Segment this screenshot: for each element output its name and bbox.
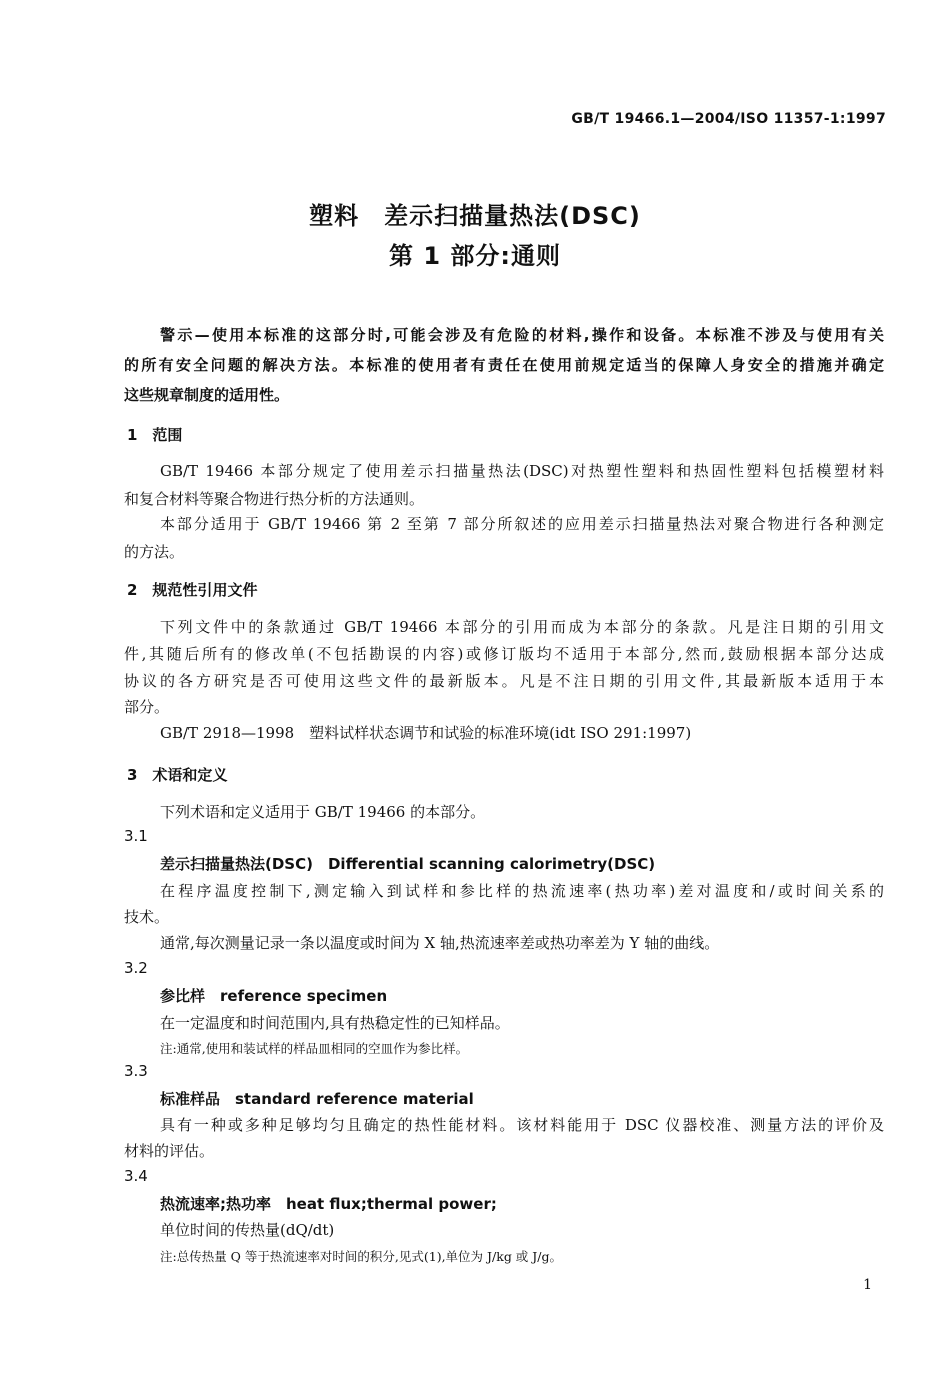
term-3-1-def-line2: 技术。 (124, 908, 170, 926)
reference-entry: GB/T 2918—1998 塑料试样状态调节和试验的标准环境(idt ISO 291:1997) (160, 724, 692, 742)
section-3-intro: 下列术语和定义适用于 GB/T 19466 的本部分。 (160, 803, 486, 821)
standard-number: GB/T 19466.1—2004/ISO 11357-1:1997 (571, 111, 886, 127)
section-1-p2-line1: 本部分适用于 GB/T 19466 第 2 至第 7 部分所叙述的应用差示扫描量热法对聚合物进行各种测定 (160, 515, 884, 533)
title-part: 第 1 部分:通则 (388, 242, 561, 270)
term-3-1-title: 差示扫描量热法(DSC) Differential scanning calorimetry(DSC) (160, 855, 656, 873)
section-2-p1-line2: 件,其随后所有的修改单(不包括勘误的内容)或修订版均不适用于本部分,然而,鼓励根据本部分达成 (124, 645, 884, 663)
warning-line-1: 警示—使用本标准的这部分时,可能会涉及有危险的材料,操作和设备。本标准不涉及与使用有关 (160, 326, 884, 344)
term-3-2-def: 在一定温度和时间范围内,具有热稳定性的已知样品。 (160, 1014, 510, 1032)
term-3-3-def-line2: 材料的评估。 (124, 1142, 215, 1160)
term-3-1-def-line1: 在程序温度控制下,测定输入到试样和参比样的热流速率(热功率)差对温度和/或时间关系的 (160, 882, 884, 900)
term-3-1-number: 3.1 (124, 827, 148, 845)
section-3-heading: 3 术语和定义 (127, 766, 228, 784)
warning-line-3: 这些规章制度的适用性。 (124, 386, 290, 404)
term-3-3-title: 标准样品 standard reference material (160, 1090, 474, 1108)
section-2-p1-line3: 协议的各方研究是否可使用这些文件的最新版本。凡是不注日期的引用文件,其最新版本适用于本 (124, 672, 884, 690)
term-3-2-number: 3.2 (124, 959, 148, 977)
term-3-3-def-line1: 具有一种或多种足够均匀且确定的热性能材料。该材料能用于 DSC 仪器校准、测量方法的评价及 (160, 1116, 884, 1134)
section-1-p1-line2: 和复合材料等聚合物进行热分析的方法通则。 (124, 490, 425, 508)
section-1-p2-line2: 的方法。 (124, 543, 185, 561)
term-3-2-title: 参比样 reference specimen (160, 987, 388, 1005)
section-2-p1-line4: 部分。 (124, 698, 170, 716)
section-2-p1-line1: 下列文件中的条款通过 GB/T 19466 本部分的引用而成为本部分的条款。凡是注日期的引用文 (160, 618, 884, 636)
term-3-2-note: 注:通常,使用和装试样的样品皿相同的空皿作为参比样。 (160, 1041, 469, 1056)
section-1-p1-line1: GB/T 19466 本部分规定了使用差示扫描量热法(DSC)对热塑性塑料和热固性塑料包括模塑材料 (160, 462, 884, 480)
term-3-4-def: 单位时间的传热量(dQ/dt) (160, 1221, 335, 1239)
term-3-4-number: 3.4 (124, 1167, 148, 1185)
term-3-3-number: 3.3 (124, 1062, 148, 1080)
section-1-heading: 1 范围 (127, 426, 183, 444)
section-2-heading: 2 规范性引用文件 (127, 581, 258, 599)
term-3-4-title: 热流速率;热功率 heat flux;thermal power; (160, 1195, 497, 1213)
term-3-4-note: 注:总传热量 Q 等于热流速率对时间的积分,见式(1),单位为 J/kg 或 J/g。 (160, 1249, 563, 1264)
warning-line-2: 的所有安全问题的解决方法。本标准的使用者有责任在使用前规定适当的保障人身安全的措施并确定 (124, 356, 884, 374)
term-3-1-def-line3: 通常,每次测量记录一条以温度或时间为 X 轴,热流速率差或热功率差为 Y 轴的曲线。 (160, 934, 720, 952)
title-main: 塑料 差示扫描量热法(DSC) (309, 202, 641, 230)
page-number: 1 (863, 1277, 872, 1293)
